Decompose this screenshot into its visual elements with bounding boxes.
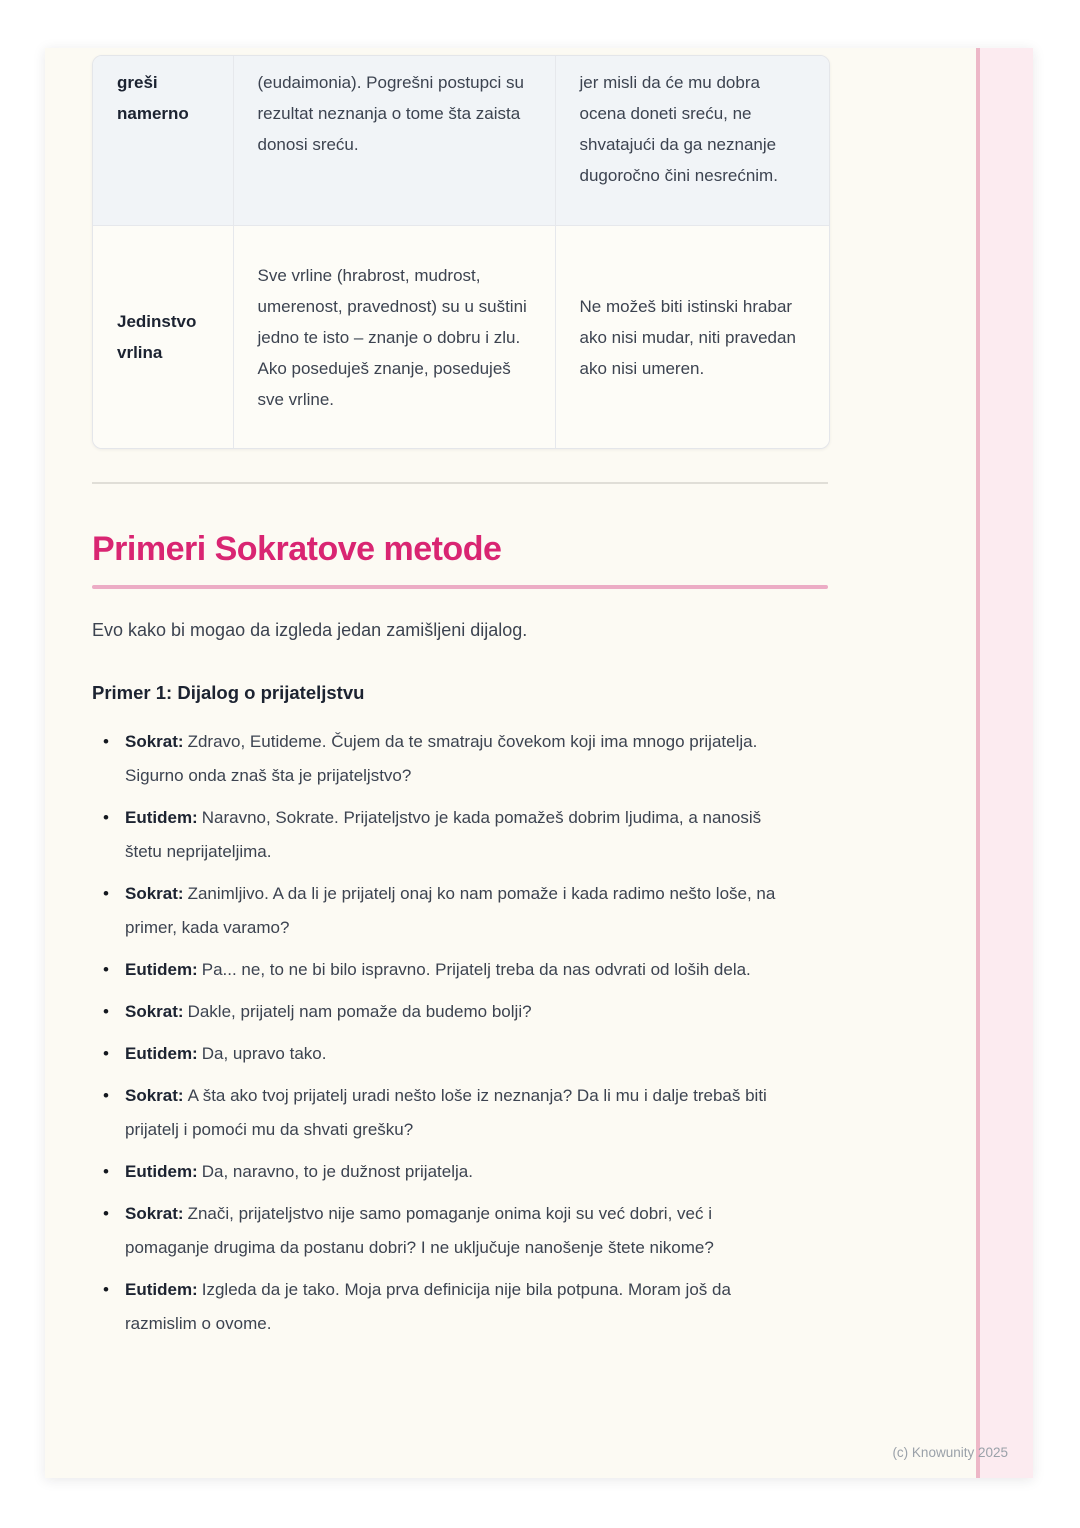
speaker-name: Sokrat: — [125, 732, 184, 751]
speaker-name: Eutidem: — [125, 1280, 198, 1299]
dialog-item — [92, 1197, 798, 1265]
speaker-name: Eutidem: — [125, 960, 198, 979]
page-content — [92, 48, 832, 1349]
copyright-notice: (c) Knowunity 2025 — [892, 1445, 1008, 1460]
dialog-item — [92, 1079, 798, 1147]
bullet-icon: • — [103, 1044, 109, 1063]
speaker-name: Eutidem: — [125, 1044, 198, 1063]
section-heading: Primeri Sokratove metode — [92, 530, 502, 568]
dialog-item — [92, 801, 798, 869]
table-cell-explanation: (eudaimonia). Pogrešni postupci su rezultat neznanja o tome šta zaista donosi sreću. — [233, 56, 555, 226]
dialog-text: Izgleda da je tako. Moja prva definicija nije bila potpuna. Moram još da razmislim o ovome. — [125, 1280, 731, 1333]
table-cell-term: Jedinstvo vrlina — [93, 226, 233, 449]
bullet-icon: • — [103, 884, 109, 903]
dialog-text: Zdravo, Eutideme. Čujem da te smatraju čovekom koji ima mnogo prijatelja. Sigurno onda znaš šta je prijateljstvo? — [125, 732, 758, 785]
dialog-text: Zanimljivo. A da li je prijatelj onaj ko nam pomaže i kada radimo nešto loše, na primer, kada varamo? — [125, 884, 776, 937]
bullet-icon: • — [103, 1086, 109, 1105]
dialog-text: Pa... ne, to ne bi bilo ispravno. Prijatelj treba da nas odvrati od loših dela. — [201, 960, 751, 979]
intro-paragraph: Evo kako bi mogao da izgleda jedan zamišljeni dijalog. — [92, 620, 528, 640]
section-divider — [92, 482, 828, 484]
speaker-name: Sokrat: — [125, 1204, 184, 1223]
speaker-name: Sokrat: — [125, 1086, 184, 1105]
dialog-item — [92, 1273, 798, 1341]
table-cell-example: jer misli da će mu dobra ocena doneti sreću, ne shvatajući da ga neznanje dugoročno čini nesrećnim. — [555, 56, 829, 226]
speaker-name: Sokrat: — [125, 884, 184, 903]
speaker-name: Eutidem: — [125, 808, 198, 827]
dialog-item — [92, 877, 798, 945]
bullet-icon: • — [103, 808, 109, 827]
dialog-item — [92, 953, 798, 987]
dialog-item — [92, 1037, 798, 1071]
dialog-text: A šta ako tvoj prijatelj uradi nešto loše iz neznanja? Da li mu i dalje trebaš biti prijatelj i pomoći mu da shvati grešku? — [125, 1086, 767, 1139]
dialog-item — [92, 725, 798, 793]
bullet-icon: • — [103, 1280, 109, 1299]
dialog-text: Znači, prijateljstvo nije samo pomaganje onima koji su već dobri, već i pomaganje drugima da postanu dobri? I ne uključuje nanošenje štete nikome? — [125, 1204, 714, 1257]
bullet-icon: • — [103, 960, 109, 979]
bullet-icon: • — [103, 1204, 109, 1223]
table-cell-explanation: Sve vrline (hrabrost, mudrost, umerenost, pravednost) su u suštini jedno te isto – znanje o dobru i zlu. Ako poseduješ znanje, poseduješ sve vrline. — [233, 226, 555, 449]
dialog-text: Dakle, prijatelj nam pomaže da budemo bolji? — [187, 1002, 532, 1021]
dialog-text: Naravno, Sokrate. Prijateljstvo je kada pomažeš dobrim ljudima, a nanosiš štetu neprijateljima. — [125, 808, 762, 861]
bullet-icon: • — [103, 732, 109, 751]
dialog-item — [92, 1155, 798, 1189]
dialog-list — [92, 725, 798, 1341]
speaker-name: Sokrat: — [125, 1002, 184, 1021]
dialog-text: Da, naravno, to je dužnost prijatelja. — [201, 1162, 473, 1181]
virtues-table-grid — [93, 56, 829, 448]
bullet-icon: • — [103, 1162, 109, 1181]
page-edge-decoration — [976, 48, 1033, 1478]
table-row — [93, 226, 829, 449]
dialog-text: Da, upravo tako. — [201, 1044, 327, 1063]
heading-underline — [92, 585, 828, 589]
example-subheading: Primer 1: Dijalog o prijateljstvu — [92, 682, 365, 703]
virtues-table — [92, 55, 830, 449]
speaker-name: Eutidem: — [125, 1162, 198, 1181]
dialog-item — [92, 995, 798, 1029]
table-row — [93, 56, 829, 226]
table-cell-term: greši namerno — [93, 56, 233, 226]
document-page — [45, 48, 1033, 1478]
table-cell-example: Ne možeš biti istinski hrabar ako nisi mudar, niti pravedan ako nisi umeren. — [555, 226, 829, 449]
bullet-icon: • — [103, 1002, 109, 1021]
